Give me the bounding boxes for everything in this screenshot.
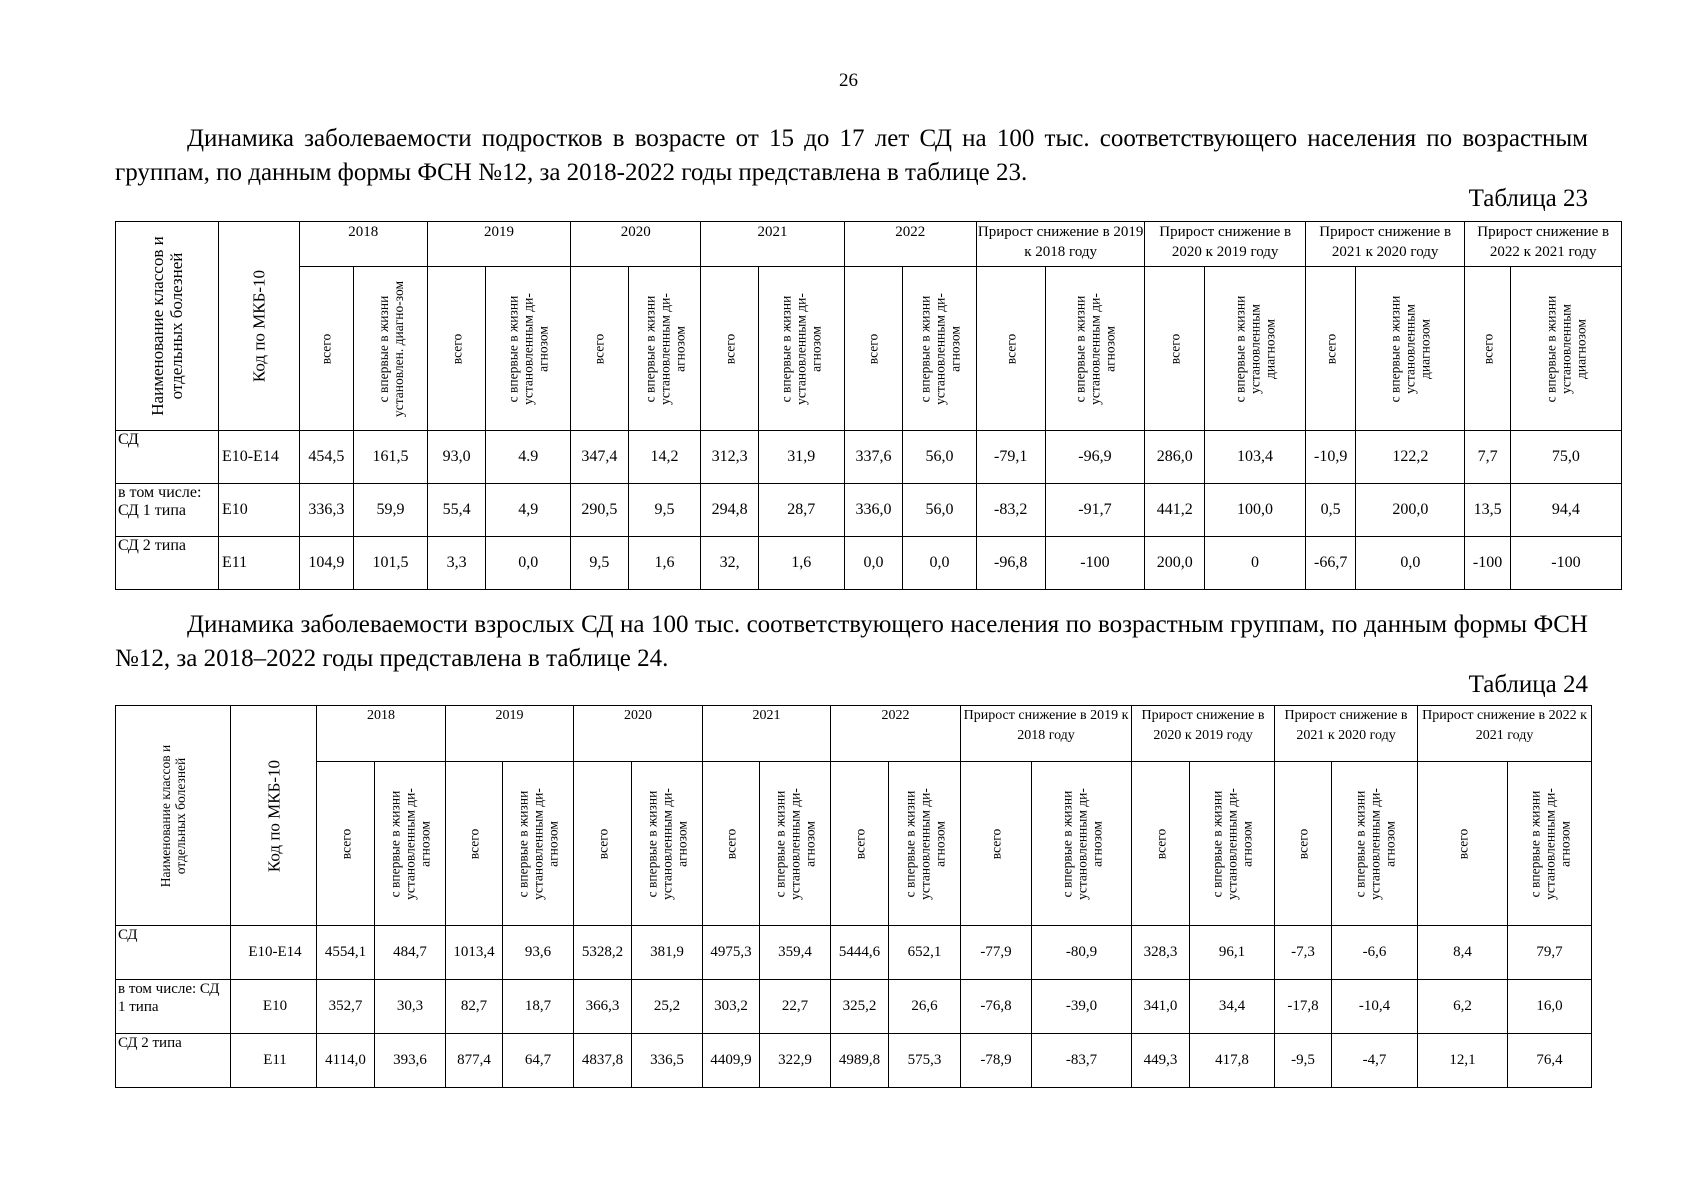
sub-header-first: с впервые в жизни установленным ди-агнозом xyxy=(375,762,446,926)
table-cell: 55,4 xyxy=(427,484,486,537)
table-cell: 381,9 xyxy=(632,926,703,980)
table-cell: 8,4 xyxy=(1418,926,1508,980)
table-cell: 9,5 xyxy=(628,484,701,537)
table-cell: 103,4 xyxy=(1204,431,1305,484)
table-cell: 31,9 xyxy=(758,431,844,484)
table-cell: 4,9 xyxy=(486,484,571,537)
table-cell: 7,7 xyxy=(1465,431,1510,484)
table-cell: 352,7 xyxy=(317,980,375,1034)
table-cell: 25,2 xyxy=(632,980,703,1034)
table-cell: 59,9 xyxy=(354,484,428,537)
table-cell: 30,3 xyxy=(375,980,446,1034)
table-cell: 34,4 xyxy=(1190,980,1275,1034)
table-cell: 12,1 xyxy=(1418,1034,1508,1088)
sub-header-total: всего xyxy=(446,762,503,926)
table-cell: 1,6 xyxy=(628,537,701,590)
paragraph-table24-intro xyxy=(115,608,1588,676)
sub-header-total: всего xyxy=(1132,762,1190,926)
table-cell: 4975,3 xyxy=(703,926,760,980)
row-name: СД 2 типа xyxy=(116,537,219,590)
year-header: 2020 xyxy=(571,222,701,267)
row-name: в том числе: СД 1 типа xyxy=(116,980,231,1034)
table-cell: 0,0 xyxy=(903,537,977,590)
table-cell: 200,0 xyxy=(1145,537,1205,590)
table-cell: 93,6 xyxy=(503,926,574,980)
table-cell: 200,0 xyxy=(1356,484,1465,537)
table-cell: 161,5 xyxy=(354,431,428,484)
growth-header: Прирост снижение в 2020 к 2019 году xyxy=(1145,222,1305,267)
table-cell: 6,2 xyxy=(1418,980,1508,1034)
sub-header-first: с впервые в жизни установленным ди-агнозом xyxy=(628,267,701,431)
table-cell: 336,5 xyxy=(632,1034,703,1088)
table-cell: 347,4 xyxy=(571,431,629,484)
sub-header-total: всего xyxy=(976,267,1045,431)
table-cell: 122,2 xyxy=(1356,431,1465,484)
table-cell: 652,1 xyxy=(889,926,961,980)
year-header: 2019 xyxy=(427,222,570,267)
sub-header-first: с впервые в жизни установленным ди-агнозом xyxy=(760,762,831,926)
sub-header-first: с впервые в жизни установленным ди-агнозом xyxy=(903,267,977,431)
sub-header-total: всего xyxy=(701,267,759,431)
sub-header-total: всего xyxy=(317,762,375,926)
table-cell: 575,3 xyxy=(889,1034,961,1088)
table-cell: 4.9 xyxy=(486,431,571,484)
year-header: 2022 xyxy=(831,706,961,762)
table-cell: 359,4 xyxy=(760,926,831,980)
year-header: 2021 xyxy=(703,706,831,762)
table-23 xyxy=(115,221,1622,590)
table-cell: 441,2 xyxy=(1145,484,1205,537)
table-cell: -6,6 xyxy=(1332,926,1418,980)
sub-header-first: с впервые в жизни установленным ди-агнозом xyxy=(758,267,844,431)
table23-caption: Таблица 23 xyxy=(1468,185,1588,212)
sub-header-total: всего xyxy=(574,762,632,926)
page-number: 26 xyxy=(839,70,858,91)
table-cell: 101,5 xyxy=(354,537,428,590)
sub-header-first: с впервые в жизни установленным ди-агнозом xyxy=(1190,762,1275,926)
year-header: 2018 xyxy=(299,222,427,267)
table-cell: 5444,6 xyxy=(831,926,889,980)
table-cell: 0,5 xyxy=(1305,484,1355,537)
table-cell: 82,7 xyxy=(446,980,503,1034)
sub-header-total: всего xyxy=(1418,762,1508,926)
table-cell: 393,6 xyxy=(375,1034,446,1088)
table-cell: 9,5 xyxy=(571,537,629,590)
sub-header-first: с впервые в жизни установлен. диагно-зом xyxy=(354,267,428,431)
table-cell: 1013,4 xyxy=(446,926,503,980)
row-name: СД 2 типа xyxy=(116,1034,231,1088)
table-cell: -9,5 xyxy=(1275,1034,1332,1088)
growth-header: Прирост снижение в 2019 к 2018 году xyxy=(976,222,1145,267)
sub-header-total: всего xyxy=(1465,267,1510,431)
sub-header-first: с впервые в жизни установленным ди-агнозом xyxy=(1332,762,1418,926)
table-cell: 4837,8 xyxy=(574,1034,632,1088)
sub-header-total: всего xyxy=(1145,267,1205,431)
table-cell: -83,2 xyxy=(976,484,1045,537)
row-name: СД xyxy=(116,926,231,980)
sub-header-total: всего xyxy=(844,267,903,431)
table-row xyxy=(116,484,1622,537)
table-cell: 877,4 xyxy=(446,1034,503,1088)
sub-header-first: с впервые в жизни установленным ди-агнозом xyxy=(1508,762,1592,926)
table-cell: 94,4 xyxy=(1510,484,1621,537)
table-cell: 75,0 xyxy=(1510,431,1621,484)
table-cell: 79,7 xyxy=(1508,926,1592,980)
year-header: 2021 xyxy=(701,222,844,267)
paragraph-text: Динамика заболеваемости подростков в возрасте от 15 до 17 лет СД на 100 тыс. соответствующего населения по возрастным группам, по данным формы ФСН №12, за 2018-2022 годы представлена в таблице 23. xyxy=(115,125,1588,186)
header-code: Код по МКБ-10 xyxy=(231,706,317,926)
row-name: в том числе: СД 1 типа xyxy=(116,484,219,537)
sub-header-first: с впервые в жизни установленным ди-агнозом xyxy=(632,762,703,926)
table-cell: 56,0 xyxy=(903,484,977,537)
table-cell: -100 xyxy=(1045,537,1145,590)
table-cell: -91,7 xyxy=(1045,484,1145,537)
table-cell: -4,7 xyxy=(1332,1034,1418,1088)
row-code: Е10-Е14 xyxy=(218,431,299,484)
table-cell: 312,3 xyxy=(701,431,759,484)
sub-header-first: с впервые в жизни установленным диагнозом xyxy=(1510,267,1621,431)
table-cell: 0,0 xyxy=(486,537,571,590)
header-code: Код по МКБ-10 xyxy=(218,222,299,431)
table-cell: 4989,8 xyxy=(831,1034,889,1088)
sub-header-total: всего xyxy=(1305,267,1355,431)
sub-header-total: всего xyxy=(1275,762,1332,926)
sub-header-first: с впервые в жизни установленным ди-агнозом xyxy=(486,267,571,431)
table-cell: 366,3 xyxy=(574,980,632,1034)
table-cell: 290,5 xyxy=(571,484,629,537)
header-name: Наименование классов и отдельных болезней xyxy=(116,706,231,926)
table-cell: 484,7 xyxy=(375,926,446,980)
growth-header: Прирост снижение в 2021 к 2020 году xyxy=(1305,222,1464,267)
row-code: Е10 xyxy=(231,980,317,1034)
table-cell: 0 xyxy=(1204,537,1305,590)
table-cell: 0,0 xyxy=(1356,537,1465,590)
table-cell: 64,7 xyxy=(503,1034,574,1088)
table-cell: 286,0 xyxy=(1145,431,1205,484)
sub-header-first: с впервые в жизни установленным ди-агнозом xyxy=(889,762,961,926)
year-header: 2022 xyxy=(844,222,976,267)
sub-header-first: с впервые в жизни установленным ди-агнозом xyxy=(1032,762,1132,926)
table-cell: 0,0 xyxy=(844,537,903,590)
table-cell: -100 xyxy=(1465,537,1510,590)
sub-header-first: с впервые в жизни установленным диагнозом xyxy=(1356,267,1465,431)
sub-header-total: всего xyxy=(571,267,629,431)
table-cell: -96,8 xyxy=(976,537,1045,590)
table-cell: 454,5 xyxy=(299,431,354,484)
table-cell: 449,3 xyxy=(1132,1034,1190,1088)
growth-header: Прирост снижение в 2021 к 2020 году xyxy=(1275,706,1418,762)
table-cell: 3,3 xyxy=(427,537,486,590)
table-cell: 76,4 xyxy=(1508,1034,1592,1088)
table-cell: -10,4 xyxy=(1332,980,1418,1034)
table-row xyxy=(116,980,1592,1034)
table-cell: -7,3 xyxy=(1275,926,1332,980)
table-cell: 4409,9 xyxy=(703,1034,760,1088)
table-cell: -80,9 xyxy=(1032,926,1132,980)
table-cell: 56,0 xyxy=(903,431,977,484)
table-cell: -96,9 xyxy=(1045,431,1145,484)
paragraph-text: Динамика заболеваемости взрослых СД на 100 тыс. соответствующего населения по возрастным группам, по данным формы ФСН №12, за 2018–2022 годы представлена в таблице 24. xyxy=(115,611,1588,672)
table-cell: 5328,2 xyxy=(574,926,632,980)
table-cell: 96,1 xyxy=(1190,926,1275,980)
table-cell: -77,9 xyxy=(961,926,1032,980)
growth-header: Прирост снижение в 2022 к 2021 году xyxy=(1465,222,1622,267)
table-cell: -100 xyxy=(1510,537,1621,590)
table-cell: 322,9 xyxy=(760,1034,831,1088)
growth-header: Прирост снижение в 2020 к 2019 году xyxy=(1132,706,1275,762)
year-header: 2019 xyxy=(446,706,574,762)
table-row xyxy=(116,537,1622,590)
table-cell: 303,2 xyxy=(703,980,760,1034)
table-cell: -66,7 xyxy=(1305,537,1355,590)
table-cell: 294,8 xyxy=(701,484,759,537)
year-header: 2020 xyxy=(574,706,703,762)
table-cell: 336,3 xyxy=(299,484,354,537)
table-cell: 1,6 xyxy=(758,537,844,590)
sub-header-first: с впервые в жизни установленным ди-агнозом xyxy=(1045,267,1145,431)
table-cell: -83,7 xyxy=(1032,1034,1132,1088)
table-cell: 4114,0 xyxy=(317,1034,375,1088)
table-cell: 104,9 xyxy=(299,537,354,590)
table-cell: -39,0 xyxy=(1032,980,1132,1034)
table-cell: 26,6 xyxy=(889,980,961,1034)
table-cell: 14,2 xyxy=(628,431,701,484)
table-cell: 4554,1 xyxy=(317,926,375,980)
table-cell: 93,0 xyxy=(427,431,486,484)
table-cell: 100,0 xyxy=(1204,484,1305,537)
table-cell: 417,8 xyxy=(1190,1034,1275,1088)
row-code: Е10 xyxy=(218,484,299,537)
header-name: Наименование классов и отдельных болезней xyxy=(116,222,219,431)
sub-header-total: всего xyxy=(703,762,760,926)
table-cell: 341,0 xyxy=(1132,980,1190,1034)
paragraph-table23-intro xyxy=(115,122,1588,190)
table-cell: -79,1 xyxy=(976,431,1045,484)
row-code: Е10-Е14 xyxy=(231,926,317,980)
table-cell: 22,7 xyxy=(760,980,831,1034)
table-cell: 32, xyxy=(701,537,759,590)
table-row xyxy=(116,926,1592,980)
table-cell: 28,7 xyxy=(758,484,844,537)
sub-header-first: с впервые в жизни установленным диагнозом xyxy=(1204,267,1305,431)
table-cell: 13,5 xyxy=(1465,484,1510,537)
sub-header-total: всего xyxy=(961,762,1032,926)
table-cell: 337,6 xyxy=(844,431,903,484)
row-code: Е11 xyxy=(231,1034,317,1088)
table-24 xyxy=(115,705,1592,1088)
table-cell: -76,8 xyxy=(961,980,1032,1034)
table-cell: 18,7 xyxy=(503,980,574,1034)
sub-header-total: всего xyxy=(299,267,354,431)
table-cell: -10,9 xyxy=(1305,431,1355,484)
row-name: СД xyxy=(116,431,219,484)
sub-header-total: всего xyxy=(831,762,889,926)
table-cell: -78,9 xyxy=(961,1034,1032,1088)
growth-header: Прирост снижение в 2022 к 2021 году xyxy=(1418,706,1592,762)
table24-caption: Таблица 24 xyxy=(1468,671,1588,698)
sub-header-first: с впервые в жизни установленным ди-агнозом xyxy=(503,762,574,926)
row-code: Е11 xyxy=(218,537,299,590)
table-cell: 328,3 xyxy=(1132,926,1190,980)
table-row xyxy=(116,431,1622,484)
table-cell: -17,8 xyxy=(1275,980,1332,1034)
table-cell: 336,0 xyxy=(844,484,903,537)
table-cell: 325,2 xyxy=(831,980,889,1034)
table-row xyxy=(116,1034,1592,1088)
year-header: 2018 xyxy=(317,706,446,762)
growth-header: Прирост снижение в 2019 к 2018 году xyxy=(961,706,1132,762)
sub-header-total: всего xyxy=(427,267,486,431)
table-cell: 16,0 xyxy=(1508,980,1592,1034)
